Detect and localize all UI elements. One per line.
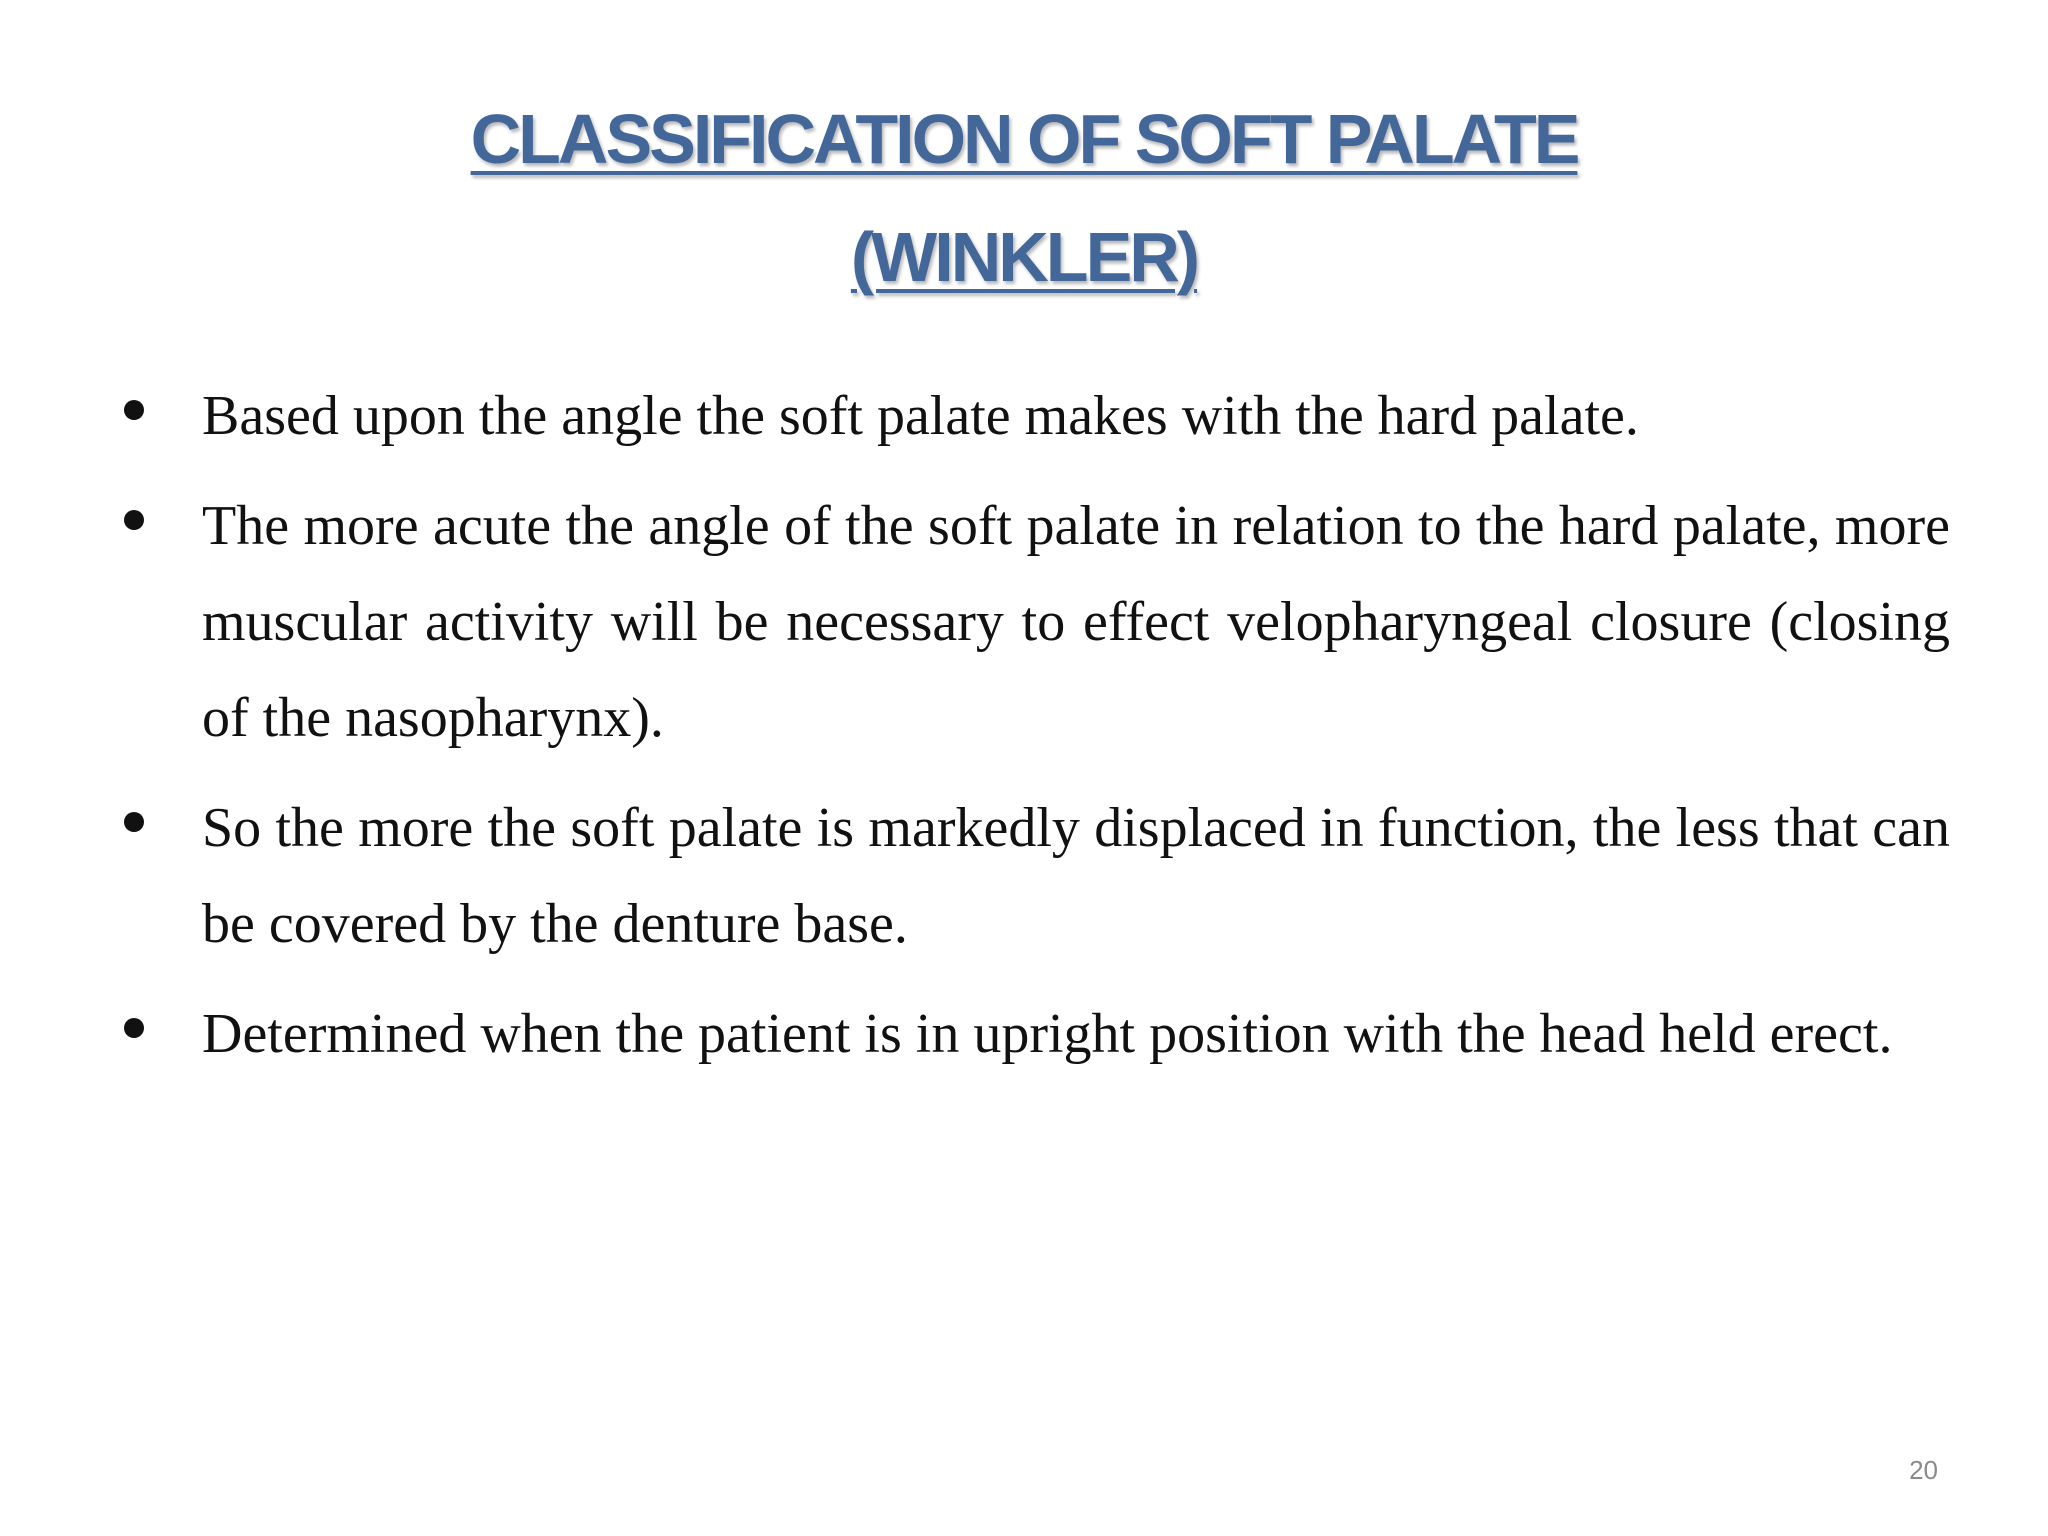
bullet-item — [120, 478, 1950, 766]
bullet-item — [120, 986, 1950, 1082]
bullet-item — [120, 368, 1950, 464]
bullet-text: Determined when the patient is in upright position with the head held erect. — [202, 1003, 1893, 1065]
bullet-text: So the more the soft palate is markedly displaced in function, the less that can be covered by the denture base. — [202, 797, 1950, 955]
bullet-dot-icon — [124, 510, 144, 530]
bullet-dot-icon — [124, 812, 144, 832]
bullet-text: Based upon the angle the soft palate makes with the hard palate. — [202, 385, 1639, 447]
bullet-list — [120, 368, 1950, 1096]
bullet-text: The more acute the angle of the soft palate in relation to the hard palate, more muscular activity will be necessary to effect velopharyngeal closure (closing of the nasopharynx). — [202, 495, 1950, 749]
page-number: 20 — [1909, 1455, 1938, 1485]
slide-title — [0, 80, 2048, 316]
title-line-1: CLASSIFICATION OF SOFT PALATE — [470, 100, 1578, 178]
bullet-dot-icon — [124, 1018, 144, 1038]
bullet-item — [120, 780, 1950, 972]
title-line-2: (WINKLER) — [850, 218, 1198, 296]
bullet-dot-icon — [124, 400, 144, 420]
